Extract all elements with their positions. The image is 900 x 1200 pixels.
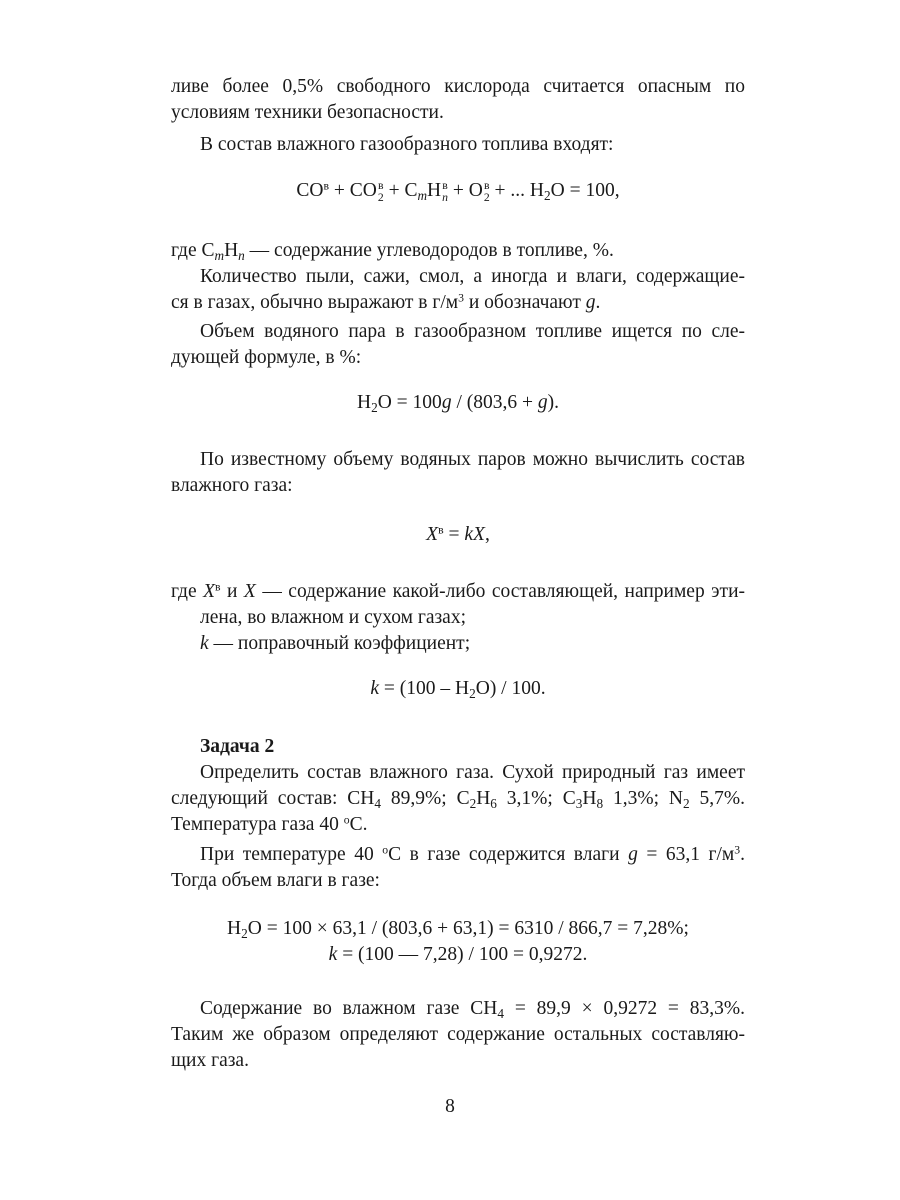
text-segment: H <box>582 788 597 810</box>
formula-line: $H_2O = 100 \times 63,1 / (803,6 + 63,1) = 6310 / 866,7 = 7,28\%$; <box>227 918 689 941</box>
paragraph-hydrocarbons-definition: где $C_mH_n$ — содержание углеводородов в топливе, %. <box>171 240 614 263</box>
subscript: 2 <box>469 796 477 812</box>
text-line: Содержание во влажном газе $CH_4 = 89,9 \times 0,9272 = 83,3\%$. <box>200 998 745 1021</box>
text-line: ся в газах, обычно выражают в $г/м^3$ и обозначают g. <box>171 291 601 314</box>
text-line: дующей формуле, в %: <box>171 347 362 369</box>
subscript: 2 <box>683 796 690 812</box>
subscript: 8 <box>596 796 604 812</box>
formula-k: $k = (100 - H_2O) / 100$. <box>370 678 546 701</box>
text-line: По известному объему водяных паров можно вычислить состав <box>200 449 745 470</box>
text-line: Объем водяного пара в газообразном топливе ищется по сле- <box>200 321 745 342</box>
formula-correction: $X^в$ = kX, <box>426 523 490 545</box>
formula-line: k = (100 — 7,28) / 100 = 0,9272. <box>328 944 588 965</box>
text-segment: следующий состав: <box>171 788 348 810</box>
paragraph-wet-gas-calc <box>171 447 745 499</box>
text-line: Таким же образом определяют содержание остальных составляю- <box>171 1024 745 1046</box>
formula-water-vapor: $H_2O = 100g / (803,6 + g)$. <box>357 392 559 415</box>
text-line: Определить состав влажного газа. Сухой природный газ имеет <box>200 762 745 783</box>
text-line: щих газа. <box>171 1050 249 1072</box>
text-line: условиям техники безопасности. <box>171 102 444 124</box>
text-segment: 1,3%; N <box>603 788 683 810</box>
paragraph-task-statement <box>171 760 745 839</box>
paragraph-oxygen-safety <box>171 74 745 126</box>
text-line <box>171 786 745 812</box>
text-line: где $X^в$ и X — содержание какой-либо составляющей, например эти- <box>171 580 746 602</box>
subscript: 6 <box>490 796 497 812</box>
text-line: Тогда объем влаги в газе: <box>171 870 380 892</box>
paragraph-water-vapor <box>171 319 745 371</box>
text-segment: CH <box>347 788 375 810</box>
text-line: k — поправочный коэффициент; <box>200 633 471 655</box>
text-line: лена, во влажном и сухом газах; <box>200 607 467 629</box>
formula-calculation <box>171 916 745 968</box>
text-line: При температуре 40 $^o$C в газе содержится влаги g = 63,1 $г/м^3$. <box>200 843 745 865</box>
text-line: Количество пыли, сажи, смол, а иногда и влаги, содержащие- <box>200 266 745 287</box>
text-line: Температура газа 40 $^o$C. <box>171 813 368 836</box>
paragraph-variables <box>171 579 745 658</box>
text-segment: H <box>476 788 491 810</box>
text-line: ливе более 0,5% свободного кислорода считается опасным по <box>171 76 745 97</box>
page-number: 8 <box>445 1096 455 1117</box>
task-title: Задача 2 <box>200 736 275 757</box>
subscript: 3 <box>575 796 583 812</box>
formula-wet-gas-composition: $CO^в$ + CO в 2 + $C_mH$ в n + O в 2 + ... $H_2O = 100$, <box>296 179 620 204</box>
paragraph-moisture <box>171 842 745 894</box>
text-segment: 89,9%; C <box>381 788 470 810</box>
text-segment: 5,7%. <box>689 788 746 810</box>
text-segment: 3,1%; C <box>496 788 576 810</box>
paragraph-dust-content <box>171 264 745 316</box>
text-line: влажного газа: <box>171 475 293 497</box>
subscript: 4 <box>374 796 381 812</box>
paragraph-composition-intro: В состав влажного газообразного топлива входят: <box>200 134 614 155</box>
paragraph-result <box>171 996 745 1075</box>
